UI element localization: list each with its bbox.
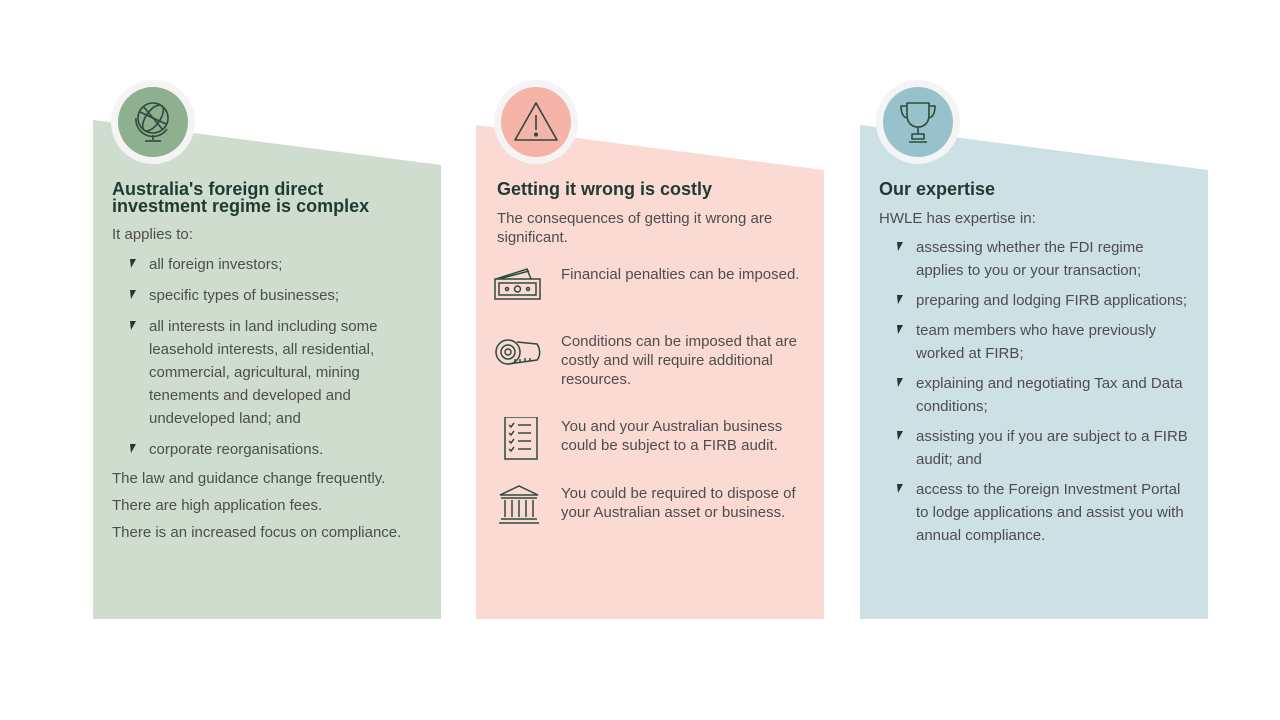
- card-intro: HWLE has expertise in:: [879, 210, 1036, 227]
- cash-icon: [493, 265, 543, 309]
- list-item: [497, 265, 806, 332]
- list-item: specific types of businesses;: [112, 284, 423, 307]
- card-title: Getting it wrong is costly: [497, 179, 713, 199]
- note-text: The law and guidance change frequently.: [112, 470, 386, 487]
- list-item: access to the Foreign Investment Portal to lodge applications and assist you with annual compliance.: [879, 478, 1190, 547]
- expertise-card: [860, 80, 1208, 619]
- bullet-marker-icon: [130, 290, 136, 299]
- consequence-text: You and your Australian business could be subject to a FIRB audit.: [561, 418, 783, 454]
- list-item: [497, 417, 806, 484]
- note-text: There are high application fees.: [112, 497, 323, 514]
- bullet-list: [112, 253, 423, 461]
- bullet-marker-icon: [897, 378, 903, 387]
- tape-measure-icon: [493, 332, 543, 376]
- bullet-marker-icon: [130, 321, 136, 330]
- bullet-marker-icon: [130, 444, 136, 453]
- bullet-marker-icon: [130, 259, 136, 268]
- card-title: Our expertise: [879, 179, 996, 199]
- list-item: assessing whether the FDI regime applies to you or your transaction;: [879, 236, 1190, 282]
- list-item: explaining and negotiating Tax and Data conditions;: [879, 372, 1190, 418]
- list-item: team members who have previously worked at FIRB;: [879, 319, 1190, 365]
- consequence-list: [497, 265, 806, 522]
- bullet-marker-icon: [897, 325, 903, 334]
- warning-icon: [512, 100, 560, 144]
- foreign-investment-card: [93, 80, 441, 619]
- list-item: assisting you if you are subject to a FIRB audit; and: [879, 425, 1190, 471]
- list-item: corporate reorganisations.: [112, 438, 423, 461]
- bullet-marker-icon: [897, 431, 903, 440]
- consequence-text: You could be required to dispose of your Australian asset or business.: [561, 485, 796, 521]
- costly-card: [476, 80, 824, 619]
- bullet-marker-icon: [897, 295, 903, 304]
- bullet-list: [879, 236, 1190, 547]
- bullet-marker-icon: [897, 242, 903, 251]
- consequence-text: Financial penalties can be imposed.: [561, 266, 800, 283]
- checklist-icon: [493, 417, 543, 461]
- trophy-badge: [876, 80, 960, 164]
- list-item: all foreign investors;: [112, 253, 423, 276]
- list-item: all interests in land including some leasehold interests, all residential, commercial, agricultural, mining tenements and developed and undeveloped land; and: [112, 315, 423, 430]
- warning-badge: [494, 80, 578, 164]
- consequence-text: Conditions can be imposed that are costly and will require additional resources.: [561, 333, 797, 388]
- globe-badge: [111, 80, 195, 164]
- globe-icon: [131, 97, 175, 147]
- list-item: [497, 484, 806, 522]
- bullet-marker-icon: [897, 484, 903, 493]
- card-intro: It applies to:: [112, 226, 193, 243]
- list-item: preparing and lodging FIRB applications;: [879, 289, 1190, 312]
- card-notes: [112, 469, 423, 542]
- note-text: There is an increased focus on compliance.: [112, 524, 402, 541]
- card-title: Australia's foreign direct investment regime is complex: [112, 179, 370, 216]
- card-intro: The consequences of getting it wrong are significant.: [497, 210, 773, 246]
- list-item: [497, 332, 806, 417]
- trophy-icon: [896, 99, 940, 145]
- bank-icon: [493, 484, 543, 528]
